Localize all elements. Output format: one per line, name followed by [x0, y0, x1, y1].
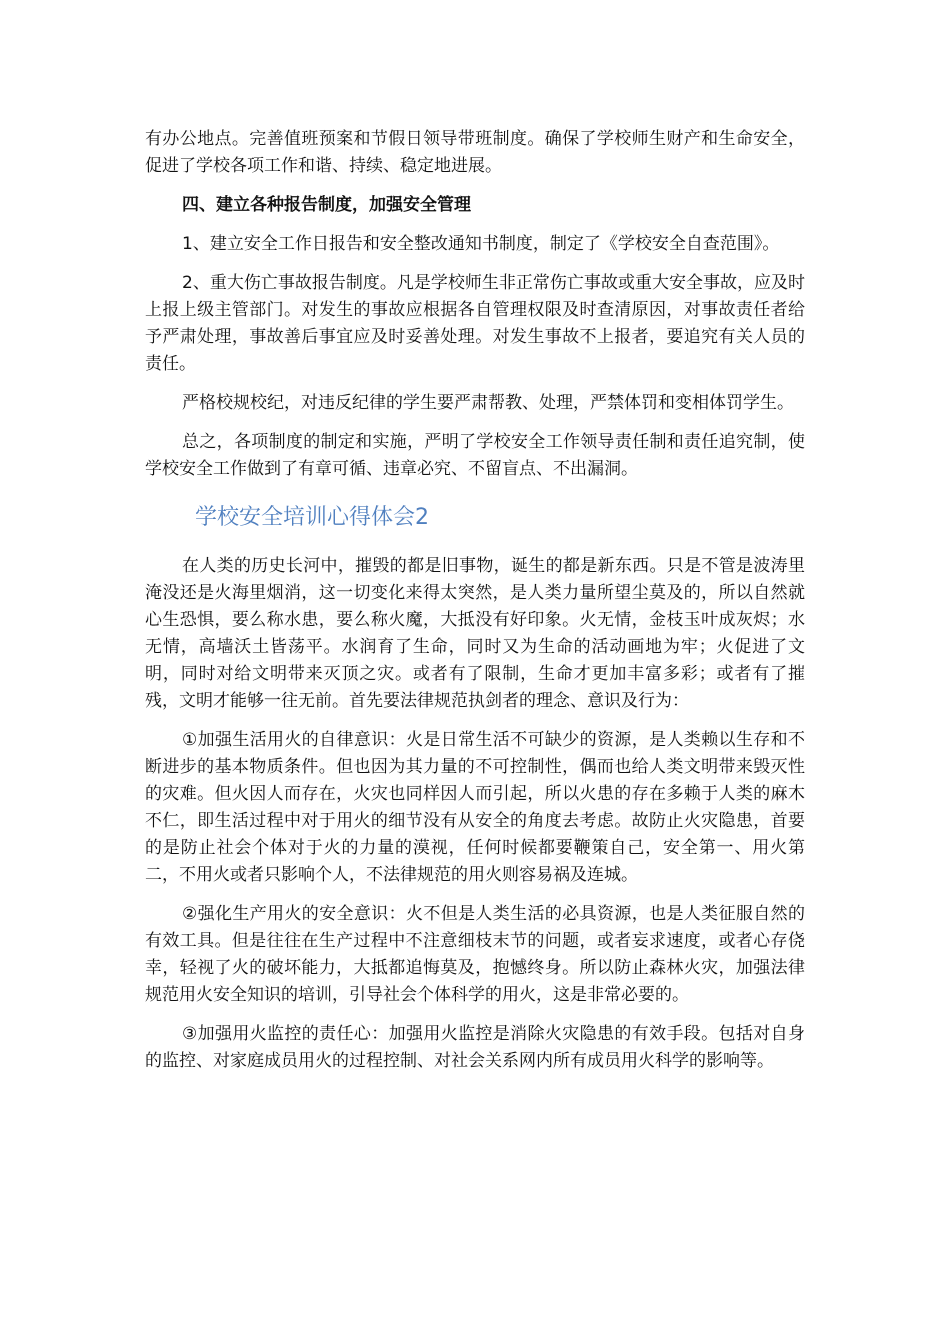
paragraph-continuation: 有办公地点。完善值班预案和节假日领导带班制度。确保了学校师生财产和生命安全，促进了学校各项工作和谐、持续、稳定地进展。 [145, 129, 805, 176]
paragraph-point-3: ③加强用火监控的责任心：加强用火监控是消除火灾隐患的有效手段。包括对自身的监控、对家庭成员用火的过程控制、对社会关系网内所有成员用火科学的影响等。 [145, 1024, 805, 1071]
document-page [145, 126, 805, 1087]
paragraph-item-1: 1、建立安全工作日报告和安全整改通知书制度，制定了《学校安全自查范围》。 [182, 234, 780, 254]
paragraph-item-2: 2、重大伤亡事故报告制度。凡是学校师生非正常伤亡事故或重大安全事故，应及时上报上级主管部门。对发生的事故应根据各自管理权限及时查清原因，对事故责任者给予严肃处理，事故善后事宜应及时妥善处理。对发生事故不上报者，要追究有关人员的责任。 [145, 273, 805, 374]
paragraph-point-1: ①加强生活用火的自律意识：火是日常生活不可缺少的资源，是人类赖以生存和不断进步的基本物质条件。但也因为其力量的不可控制性，偶而也给人类文明带来毁灭性的灾难。但火因人而存在，火灾也同样因人而引起，所以火患的存在多赖于人类的麻木不仁，即生活过程中对于用火的细节没有从安全的角度去考虑。故防止火灾隐患，首要的是防止社会个体对于火的力量的漠视，任何时候都要鞭策自己，安全第一、用火第二，不用火或者只影响个人，不法律规范的用火则容易祸及连城。 [145, 730, 805, 885]
paragraph-intro: 在人类的历史长河中，摧毁的都是旧事物，诞生的都是新东西。只是不管是波涛里淹没还是火海里烟消，这一切变化来得太突然，是人类力量所望尘莫及的，所以自然就心生恐惧，要么称水患，要么称火魔，大抵没有好印象。火无情，金枝玉叶成灰烬；水无情，高墙沃土皆荡平。水润育了生命，同时又为生命的活动画地为牢；火促进了文明，同时对给文明带来灭顶之灾。或者有了限制，生命才更加丰富多彩；或者有了摧残，文明才能够一往无前。首先要法律规范执剑者的理念、意识及行为： [145, 556, 805, 711]
paragraph-summary: 总之，各项制度的制定和实施，严明了学校安全工作领导责任制和责任追究制，使学校安全工作做到了有章可循、违章必究、不留盲点、不出漏洞。 [145, 432, 805, 479]
section-subheading: 四、建立各种报告制度，加强安全管理 [182, 195, 471, 215]
section-heading: 学校安全培训心得体会2 [195, 505, 429, 530]
paragraph-point-2: ②强化生产用火的安全意识：火不但是人类生活的必具资源，也是人类征服自然的有效工具。但是往往在生产过程中不注意细枝末节的问题，或者妄求速度，或者心存侥幸，轻视了火的破坏能力，大抵都追悔莫及，抱憾终身。所以防止森林火灾，加强法律规范用火安全知识的培训，引导社会个体科学的用火，这是非常必要的。 [145, 904, 805, 1005]
paragraph-discipline: 严格校规校纪，对违反纪律的学生要严肃帮教、处理，严禁体罚和变相体罚学生。 [182, 393, 794, 413]
